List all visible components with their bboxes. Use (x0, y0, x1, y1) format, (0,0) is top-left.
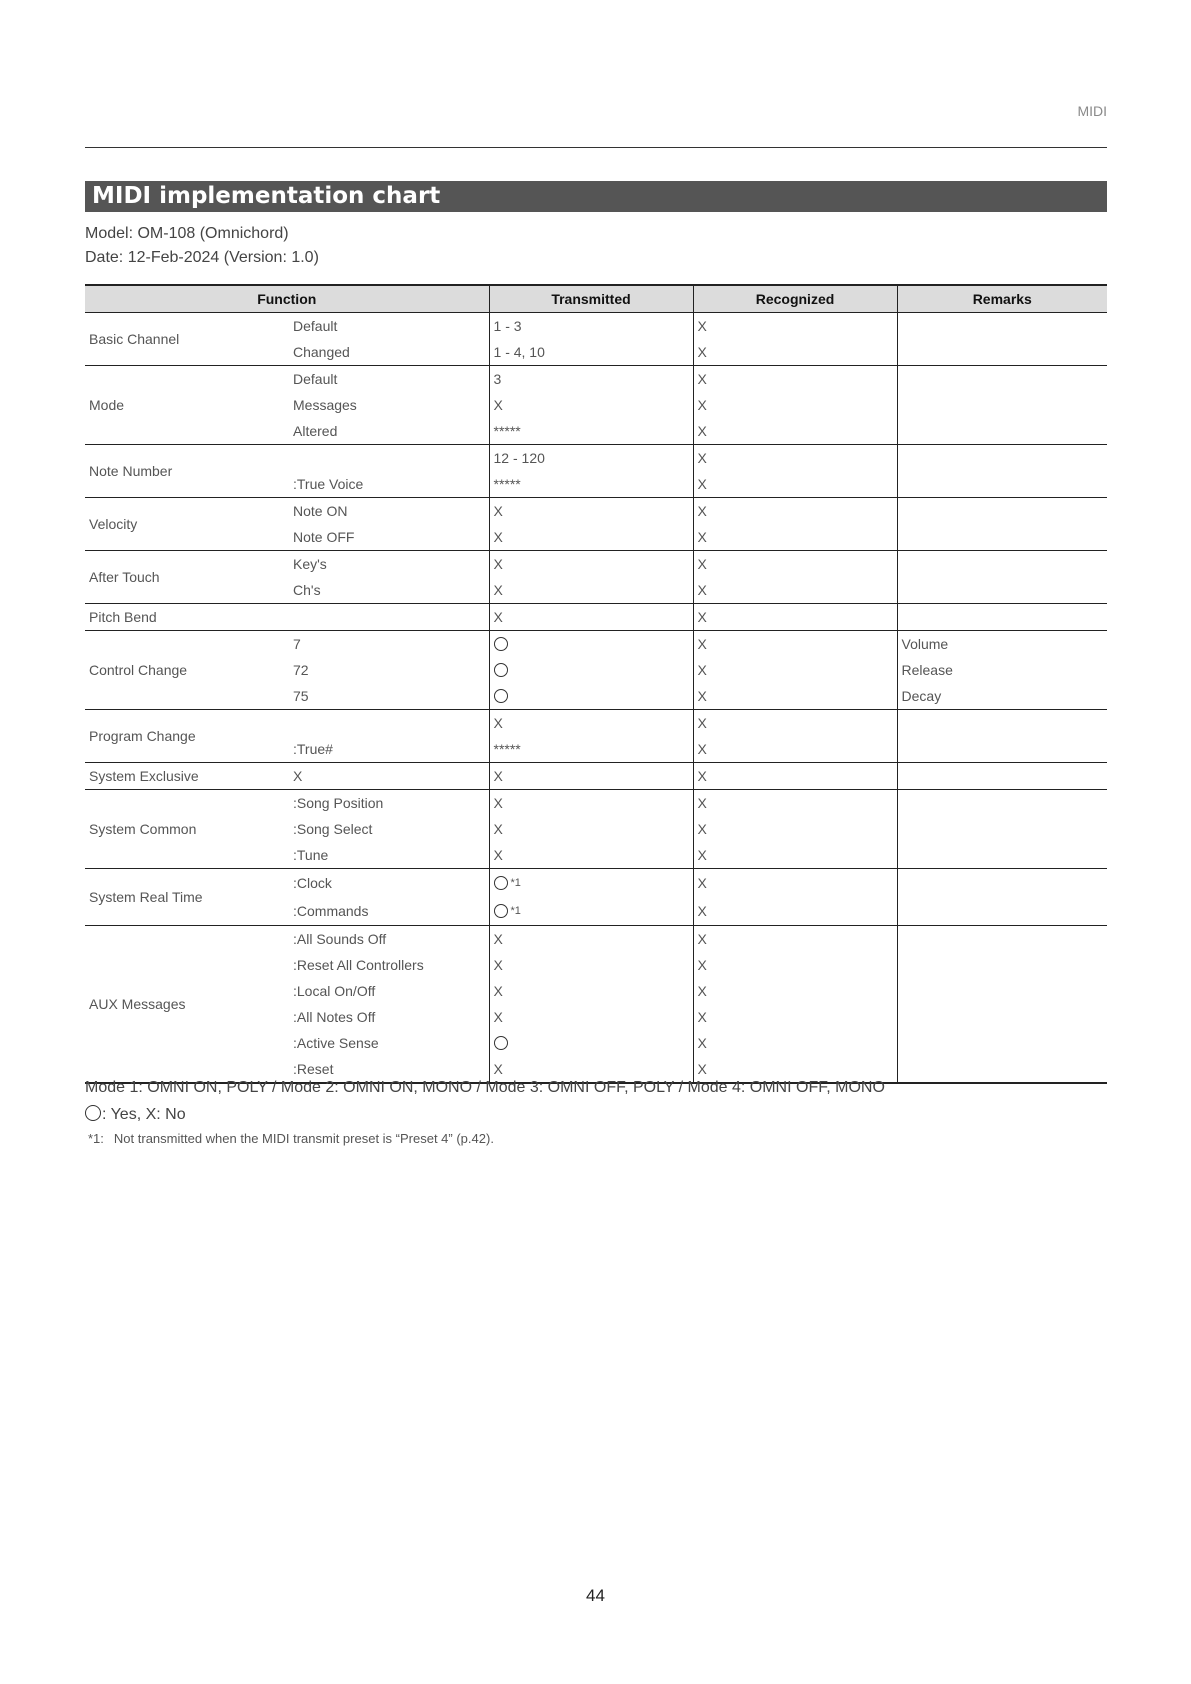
remarks-cell (897, 763, 1107, 790)
recognized-cell: X (693, 1004, 897, 1030)
circle-icon (85, 1105, 101, 1121)
function-sub-cell: :Local On/Off (293, 983, 376, 999)
recognized-cell: X (693, 339, 897, 366)
footnote-ref: *1 (510, 877, 521, 889)
transmitted-cell (489, 1030, 693, 1056)
recognized-cell: X (693, 657, 897, 683)
midi-implementation-table (85, 284, 1107, 1084)
recognized-cell: X (693, 366, 897, 393)
remarks-cell (897, 842, 1107, 869)
footnote-mark: *1: (88, 1131, 104, 1146)
function-sub-cell (289, 710, 489, 737)
section-title: MIDI implementation chart (85, 181, 1107, 212)
transmitted-cell: 1 - 3 (489, 313, 693, 340)
recognized-cell: X (693, 445, 897, 472)
remarks-cell (897, 736, 1107, 763)
transmitted-cell: X (489, 978, 693, 1004)
function-group-cell: AUX Messages (85, 926, 289, 1084)
recognized-cell: X (693, 842, 897, 869)
remarks-cell (897, 366, 1107, 393)
transmitted-cell: X (489, 710, 693, 737)
function-sub-cell: :Tune (293, 847, 329, 863)
table-row (85, 313, 1107, 340)
header-remarks: Remarks (897, 285, 1107, 313)
function-sub-cell: :Reset All Controllers (293, 957, 424, 973)
table-body (85, 313, 1107, 1084)
remarks-cell (897, 524, 1107, 551)
transmitted-cell: X (489, 790, 693, 817)
function-sub-cell (289, 604, 489, 631)
recognized-cell: X (693, 498, 897, 525)
function-group-cell: Mode (85, 366, 289, 445)
date-line: Date: 12-Feb-2024 (Version: 1.0) (85, 249, 319, 266)
remarks-cell (897, 978, 1107, 1004)
recognized-cell: X (693, 790, 897, 817)
function-sub-cell: :All Sounds Off (289, 926, 489, 953)
symbol-legend (85, 1105, 186, 1124)
remarks-cell (897, 926, 1107, 953)
transmitted-cell: ***** (489, 736, 693, 763)
remarks-cell (897, 790, 1107, 817)
remarks-cell (897, 471, 1107, 498)
recognized-cell: X (693, 1056, 897, 1083)
remarks-cell (897, 551, 1107, 578)
recognized-cell: X (693, 392, 897, 418)
remarks-cell: Volume (897, 631, 1107, 658)
circle-icon (494, 904, 508, 918)
circle-icon (494, 637, 508, 651)
transmitted-cell: X (489, 952, 693, 978)
footnote-ref: *1 (510, 905, 521, 917)
function-sub-cell: :Reset (293, 1061, 334, 1077)
footnote-text: Not transmitted when the MIDI transmit preset is “Preset 4” (p.42). (113, 1131, 494, 1146)
recognized-cell: X (693, 604, 897, 631)
recognized-cell: X (693, 524, 897, 551)
table-row (85, 790, 1107, 817)
function-group-cell: Control Change (85, 631, 289, 710)
recognized-cell: X (693, 471, 897, 498)
function-sub-cell: :Song Position (289, 790, 489, 817)
transmitted-cell: 3 (489, 366, 693, 393)
table-row (85, 631, 1107, 658)
recognized-cell: X (693, 869, 897, 898)
table-row (85, 604, 1107, 631)
remarks-cell: Release (897, 657, 1107, 683)
remarks-cell (897, 816, 1107, 842)
transmitted-cell: X (489, 926, 693, 953)
remarks-cell (897, 604, 1107, 631)
header-transmitted: Transmitted (489, 285, 693, 313)
recognized-cell: X (693, 631, 897, 658)
function-group-cell: System Common (85, 790, 289, 869)
remarks-cell (897, 869, 1107, 898)
remarks-cell (897, 313, 1107, 340)
transmitted-cell (489, 657, 693, 683)
recognized-cell: X (693, 683, 897, 710)
transmitted-cell: X (489, 1004, 693, 1030)
footnote (88, 1131, 494, 1146)
transmitted-cell: 12 - 120 (489, 445, 693, 472)
table-row (85, 551, 1107, 578)
transmitted-cell (489, 631, 693, 658)
circle-icon (494, 663, 508, 677)
table-row (85, 498, 1107, 525)
recognized-cell: X (693, 313, 897, 340)
page-number: 44 (586, 1586, 605, 1605)
recognized-cell: X (693, 736, 897, 763)
header-function: Function (85, 285, 489, 313)
transmitted-cell (489, 869, 693, 898)
recognized-cell: X (693, 926, 897, 953)
recognized-cell: X (693, 551, 897, 578)
function-group-cell: System Real Time (85, 869, 289, 926)
remarks-cell: Decay (897, 683, 1107, 710)
remarks-cell (897, 710, 1107, 737)
function-group-cell: Program Change (85, 710, 289, 763)
function-sub-cell: :Clock (289, 869, 489, 898)
function-group-cell: Note Number (85, 445, 289, 498)
table-row (85, 869, 1107, 898)
function-sub-cell: 72 (293, 662, 309, 678)
function-sub-cell: :True# (293, 741, 333, 757)
mode-legend: Mode 1: OMNI ON, POLY / Mode 2: OMNI ON, MONO / Mode 3: OMNI OFF, POLY / Mode 4: OMNI OFF, MONO (85, 1079, 885, 1096)
table-row (85, 926, 1107, 953)
recognized-cell: X (693, 897, 897, 926)
function-sub-cell: Messages (293, 397, 357, 413)
transmitted-cell: X (489, 577, 693, 604)
table-row (85, 366, 1107, 393)
table-row (85, 710, 1107, 737)
function-sub-cell: 75 (293, 688, 309, 704)
table-row (85, 763, 1107, 790)
transmitted-cell: X (489, 392, 693, 418)
transmitted-cell: X (489, 1056, 693, 1083)
remarks-cell (897, 1056, 1107, 1083)
top-rule (85, 147, 1107, 148)
function-sub-cell: 7 (289, 631, 489, 658)
function-group-cell: Pitch Bend (85, 604, 289, 631)
transmitted-cell (489, 897, 693, 926)
function-group-cell: Velocity (85, 498, 289, 551)
transmitted-cell: 1 - 4, 10 (489, 339, 693, 366)
recognized-cell: X (693, 978, 897, 1004)
transmitted-cell: X (489, 816, 693, 842)
function-sub-cell: :All Notes Off (293, 1009, 376, 1025)
function-sub-cell: Note OFF (293, 529, 355, 545)
recognized-cell: X (693, 710, 897, 737)
function-sub-cell: Ch's (293, 582, 321, 598)
remarks-cell (897, 1004, 1107, 1030)
transmitted-cell: X (489, 498, 693, 525)
running-head: MIDI (1077, 103, 1107, 119)
function-sub-cell: Note ON (289, 498, 489, 525)
symbol-legend-text: : Yes, X: No (102, 1106, 186, 1123)
transmitted-cell (489, 683, 693, 710)
model-line: Model: OM-108 (Omnichord) (85, 225, 289, 242)
recognized-cell: X (693, 418, 897, 445)
circle-icon (494, 1036, 508, 1050)
function-sub-cell: :Active Sense (293, 1035, 379, 1051)
recognized-cell: X (693, 577, 897, 604)
transmitted-cell: X (489, 551, 693, 578)
recognized-cell: X (693, 763, 897, 790)
function-sub-cell: Changed (293, 344, 350, 360)
table-row (85, 445, 1107, 472)
recognized-cell: X (693, 952, 897, 978)
function-sub-cell: :Commands (293, 903, 369, 919)
function-group-cell: Basic Channel (89, 331, 180, 347)
function-sub-cell: Default (293, 318, 338, 334)
remarks-cell (897, 339, 1107, 366)
transmitted-cell: X (489, 604, 693, 631)
transmitted-cell: X (489, 763, 693, 790)
recognized-cell: X (693, 1030, 897, 1056)
circle-icon (494, 689, 508, 703)
remarks-cell (897, 1030, 1107, 1056)
transmitted-cell: X (489, 842, 693, 869)
transmitted-cell: X (489, 524, 693, 551)
transmitted-cell: ***** (489, 418, 693, 445)
remarks-cell (897, 445, 1107, 472)
remarks-cell (897, 418, 1107, 445)
function-sub-cell: Key's (289, 551, 489, 578)
remarks-cell (897, 897, 1107, 926)
function-sub-cell: Altered (293, 423, 338, 439)
recognized-cell: X (693, 816, 897, 842)
circle-icon (494, 876, 508, 890)
function-sub-cell (289, 445, 489, 472)
remarks-cell (897, 392, 1107, 418)
function-sub-cell: :Song Select (293, 821, 373, 837)
function-sub-cell: X (289, 763, 489, 790)
remarks-cell (897, 498, 1107, 525)
function-group-cell: System Exclusive (85, 763, 289, 790)
transmitted-cell: ***** (489, 471, 693, 498)
remarks-cell (897, 577, 1107, 604)
remarks-cell (897, 952, 1107, 978)
header-recognized: Recognized (693, 285, 897, 313)
table-header-row (85, 285, 1107, 313)
function-sub-cell: Default (289, 366, 489, 393)
function-sub-cell: :True Voice (293, 476, 364, 492)
function-group-cell: After Touch (85, 551, 289, 604)
